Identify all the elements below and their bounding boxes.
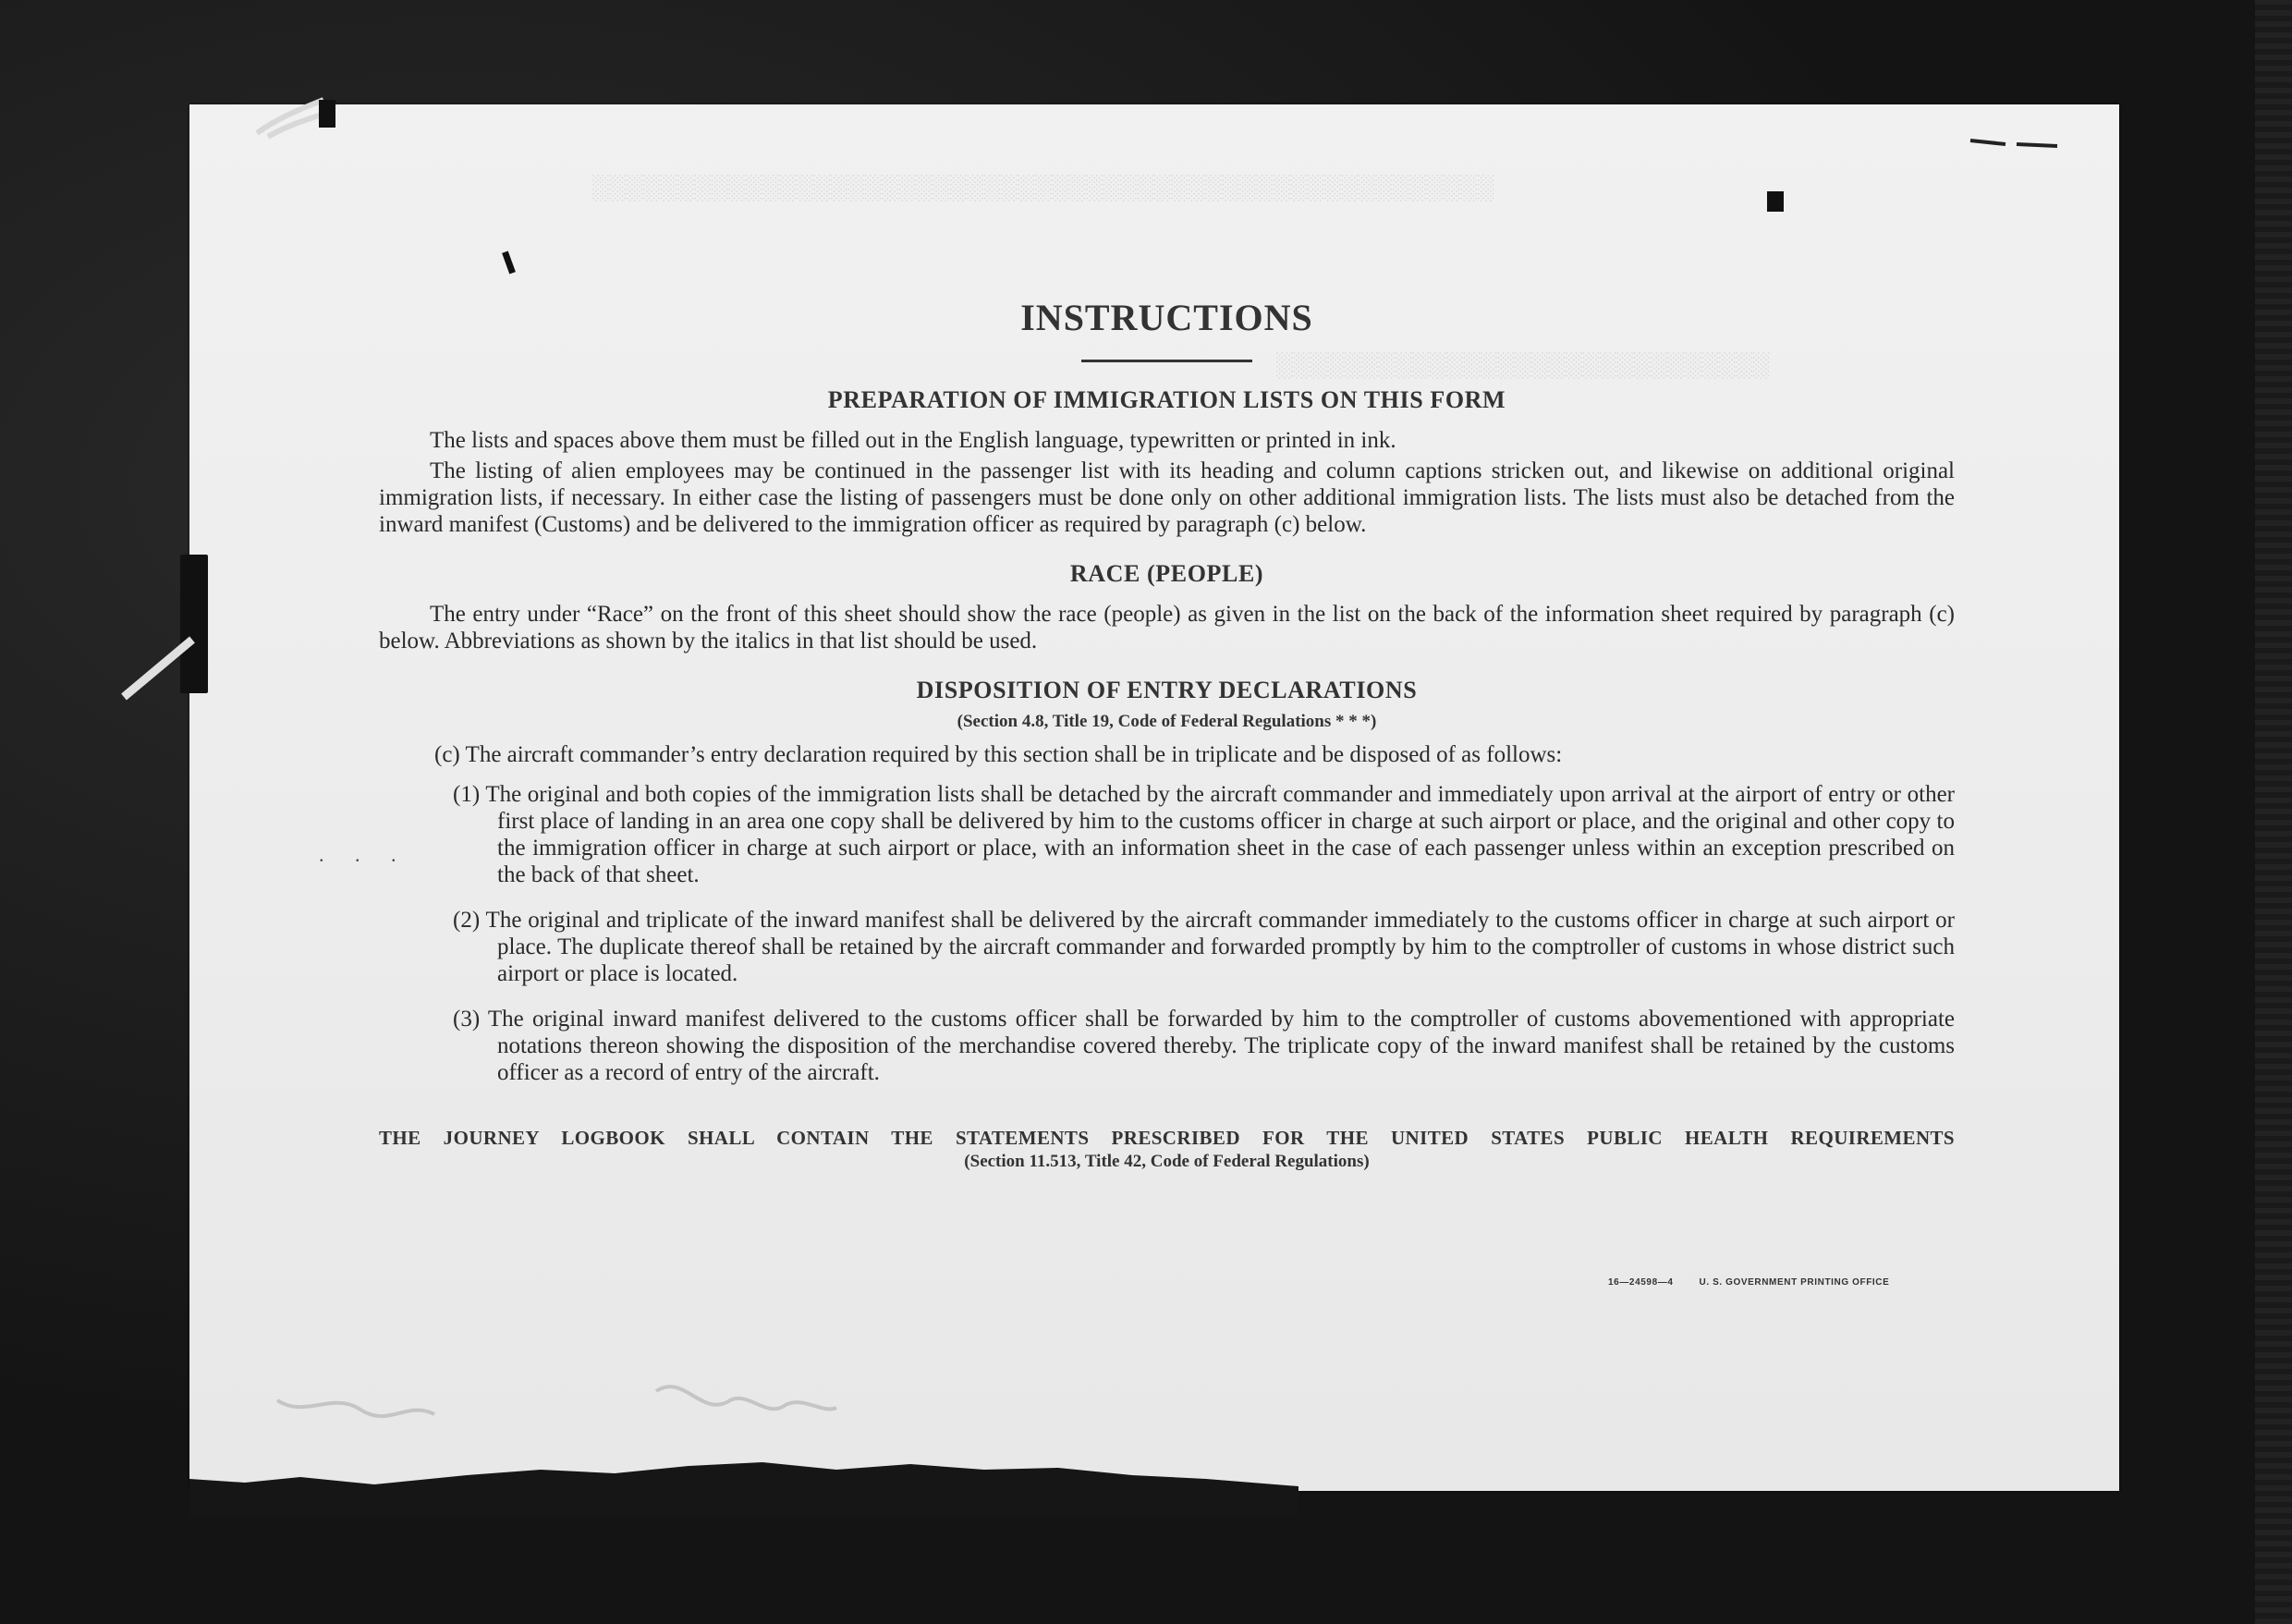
- footer-heading: THE JOURNEY LOGBOOK SHALL CONTAIN THE STATEMENTS PRESCRIBED FOR THE UNITED STATES PUBLIC HEALTH REQUIREMENTS: [379, 1127, 1955, 1149]
- document-content: [379, 277, 1955, 1172]
- list-item: (2) The original and triplicate of the inward manifest shall be delivered by the aircraft commander immediately to the customs officer in charge at such airport or place. The duplicate thereof shall be retained by the aircraft commander and forwarded promptly by him to the comptroller of customs in whose district such airport or place is located.: [453, 908, 1955, 986]
- paper-clip-mark: [250, 72, 342, 146]
- list-item: (3) The original inward manifest delivered to the customs officer shall be forwarded by him to the comptroller of customs abovementioned with appropriate notations thereon showing the disposition of the merchandise covered thereby. The triplicate copy of the inward manifest shall be retained by the customs officer as a record of entry of the aircraft.: [453, 1007, 1955, 1085]
- ink-blot: [1767, 191, 1784, 212]
- signature-bleed-through: [268, 1363, 841, 1447]
- torn-paper-edge: [189, 1442, 1298, 1516]
- paragraph-race: The entry under “Race” on the front of this sheet should show the race (people) as given in the list on the back of the information sheet required by paragraph (c) below. Abbreviations as shown by the italics in that list should be used.: [379, 602, 1955, 653]
- paper-fold-mark: [118, 629, 201, 702]
- clause-c: (c) The aircraft commander’s entry declaration required by this section shall be in triplicate and be disposed of as follows:: [434, 742, 1563, 767]
- title-underline: [1081, 360, 1252, 362]
- paragraph-language: The lists and spaces above them must be filled out in the English language, typewritten or printed in ink.: [430, 428, 1396, 453]
- bleed-line: ░░░░░░░░░░░░░░░░░░░░░░░░░░░░░░░░░░░░░░░░░░░░░░░░░░░░░: [591, 174, 1494, 201]
- spacer: [379, 538, 1955, 560]
- film-edge-strip: [2255, 0, 2292, 1624]
- corner-mark: [1969, 129, 2061, 157]
- bleed-line: ░░░░░░░░░░░░░░░░░░░░░░░░░░░░░: [1275, 351, 1770, 378]
- spacer: [379, 768, 1955, 781]
- paragraph-alien-employees: The listing of alien employees may be continued in the passenger list with its heading and column captions stricken out, and likewise on additional original immigration lists, if necessary. In either case the listing of passengers must be done only on other additional immigration lists. The lists must also be detached from the inward manifest (Customs) and be delivered to the immigration officer as required by paragraph (c) below.: [379, 458, 1955, 537]
- page-title: INSTRUCTIONS: [1020, 297, 1313, 338]
- section-heading-disposition: DISPOSITION OF ENTRY DECLARATIONS: [916, 677, 1418, 703]
- section-heading-preparation: PREPARATION OF IMMIGRATION LISTS ON THIS FORM: [827, 386, 1506, 413]
- printer-imprint: [1608, 1277, 1889, 1288]
- spacer: [379, 654, 1955, 677]
- section-citation: (Section 4.8, Title 19, Code of Federal Regulations * * *): [957, 712, 1377, 731]
- bleed-through-artifact: [591, 174, 1493, 201]
- form-number: 16—24598—4: [1608, 1277, 1674, 1288]
- section-heading-race: RACE (PEOPLE): [1069, 560, 1264, 587]
- list-item: (1) The original and both copies of the immigration lists shall be detached by the aircraft commander and immediately upon arrival at the airport of entry or other first place of landing in an area one copy shall be delivered by him to the customs officer in charge at such airport or place, and the original and other copy to the immigration officer in charge at such airport or place, with an information sheet in the case of each passenger unless within an exception prescribed on the back of that sheet.: [453, 782, 1955, 887]
- printer-name: U. S. GOVERNMENT PRINTING OFFICE: [1699, 1277, 1890, 1288]
- leading-ellipsis: . . .: [319, 843, 409, 866]
- footer-citation: (Section 11.513, Title 42, Code of Federal Regulations): [964, 1152, 1370, 1171]
